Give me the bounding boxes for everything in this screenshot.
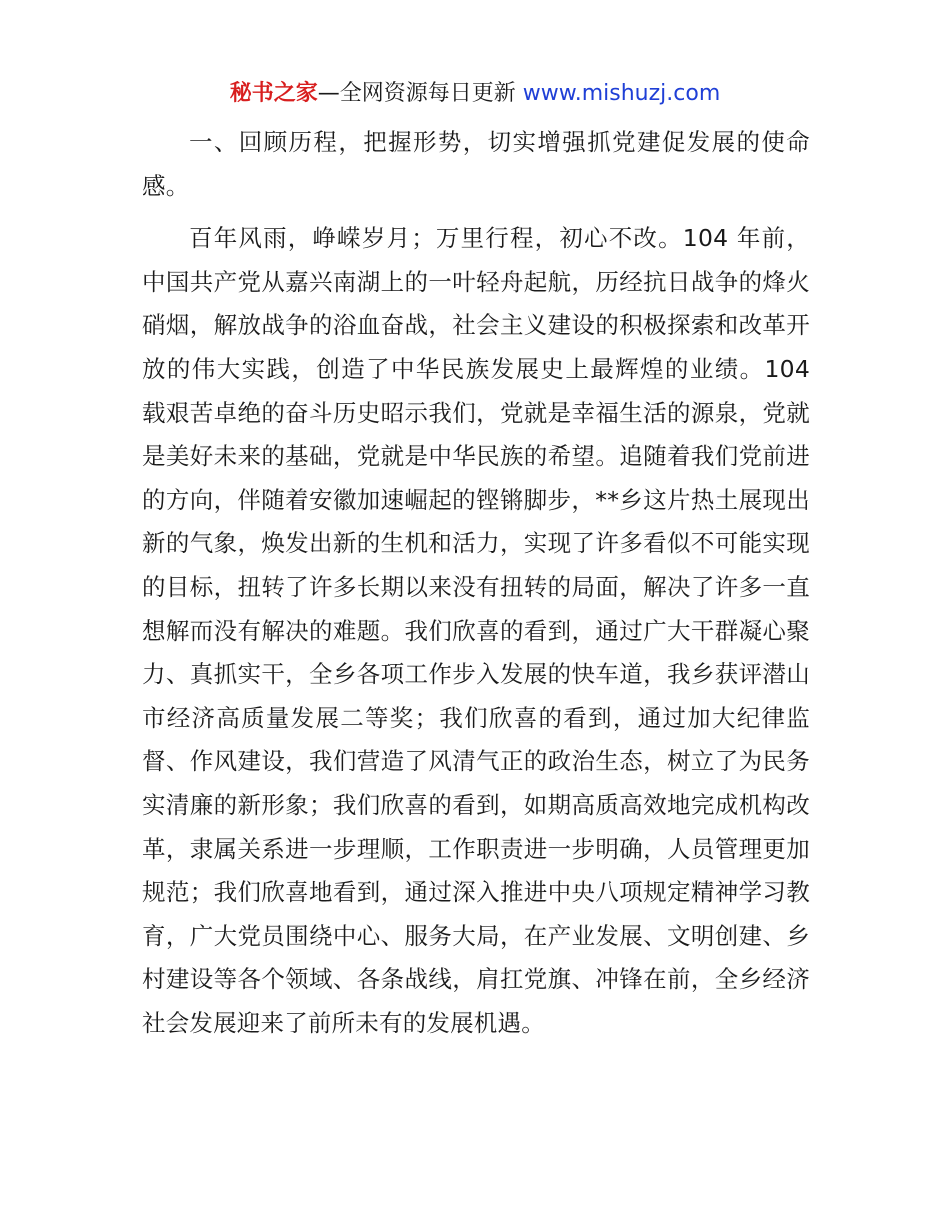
site-header <box>0 79 950 109</box>
brand-name: 秘书之家 <box>229 81 318 106</box>
body-paragraph: 百年风雨，峥嵘岁月；万里行程，初心不改。104 年前，中国共产党从嘉兴南湖上的一叶轻舟起航，历经抗日战争的烽火硝烟，解放战争的浴血奋战，社会主义建设的积极探索和改革开放的伟大实践，创造了中华民族发展史上最辉煌的业绩。104 载艰苦卓绝的奋斗历史昭示我们，党就是幸福生活的源泉，党就是美好未来的基础，党就是中华民族的希望。追随着我们党前进的方向，伴随着安徽加速崛起的铿锵脚步，**乡这片热土展现出新的气象，焕发出新的生机和活力，实现了许多看似不可能实现的目标，扭转了许多长期以来没有扭转的局面，解决了许多一直想解而没有解决的难题。我们欣喜的看到，通过广大干群凝心聚力、真抓实干，全乡各项工作步入发展的快车道，我乡获评潜山市经济高质量发展二等奖；我们欣喜的看到，通过加大纪律监督、作风建设，我们营造了风清气正的政治生态，树立了为民务实清廉的新形象；我们欣喜的看到，如期高质高效地完成机构改革，隶属关系进一步理顺，工作职责进一步明确，人员管理更加规范；我们欣喜地看到，通过深入推进中央八项规定精神学习教育，广大党员围绕中心、服务大局，在产业发展、文明创建、乡村建设等各个领域、各条战线，肩扛党旗、冲锋在前，全乡经济社会发展迎来了前所未有的发展机遇。 <box>142 224 810 1037</box>
site-url-link[interactable]: www.mishuzj.com <box>522 81 721 106</box>
document-body <box>142 121 810 1045</box>
header-tagline: —全网资源每日更新 <box>317 81 516 106</box>
section-heading: 一、回顾历程，把握形势，切实增强抓党建促发展的使命感。 <box>142 128 810 200</box>
